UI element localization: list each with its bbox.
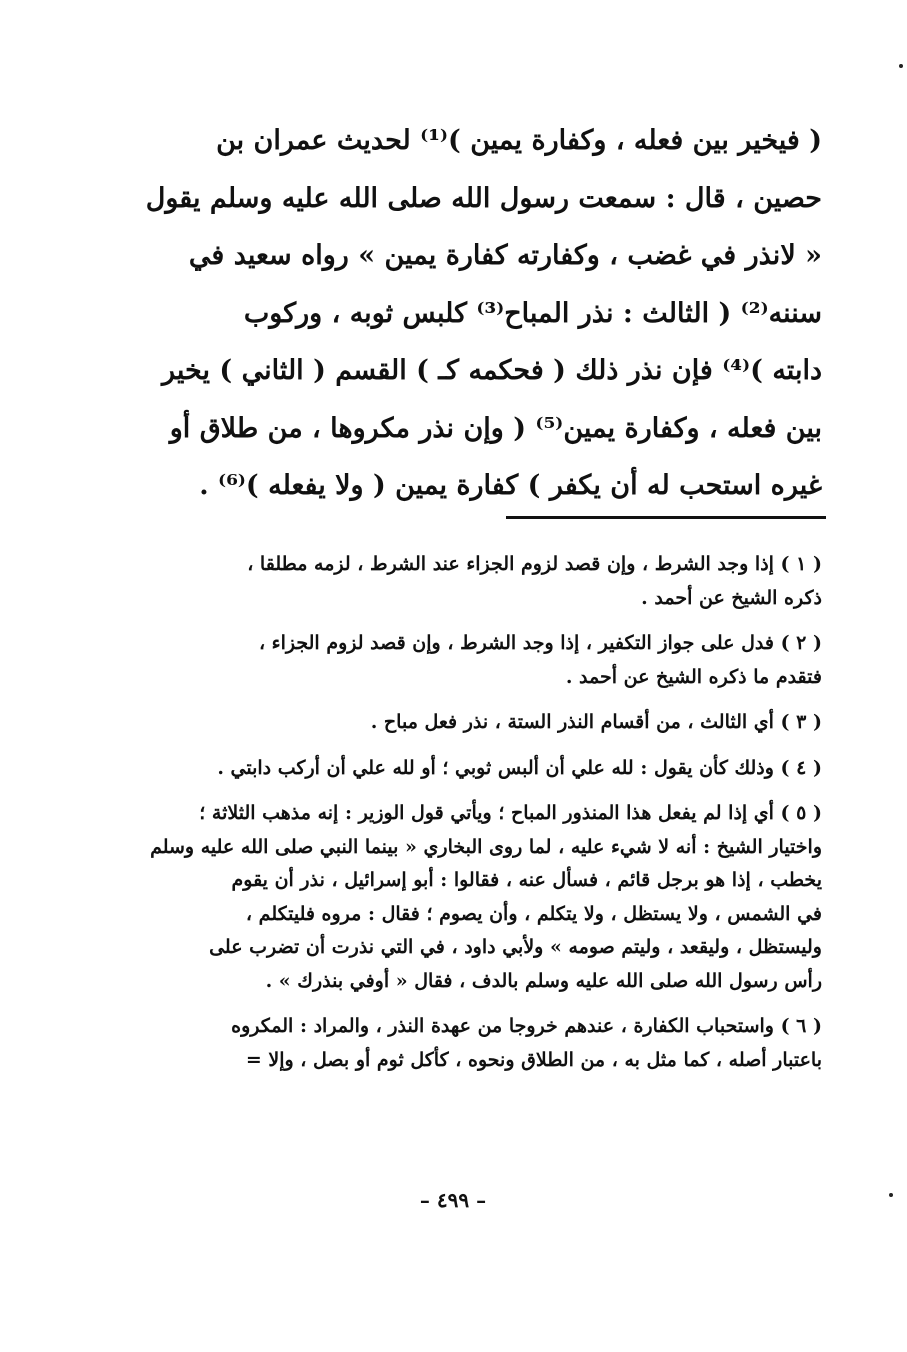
footnote-line: رأس رسول الله صلى الله عليه وسلم بالدف ، فقال « أوفي بنذرك » . [265, 969, 822, 992]
footnote-line: ( ٤ ) وذلك كأن يقول : لله علي أن ألبس ثوبي ؛ أو لله علي أن أركب دابتي . [217, 756, 822, 779]
page-number: – ٤٩٩ – [419, 1188, 487, 1212]
scan-speck [899, 64, 903, 68]
main-text-line: « لانذر في غضب ، وكفارته كفارة يمين » رواه سعيد في [188, 240, 822, 271]
footnote-separator [506, 516, 826, 519]
footnote-3 [90, 706, 822, 740]
main-text-line: غيره استحب له أن يكفر ) كفارة يمين ( ولا يفعله )⁽⁶⁾ . [199, 470, 822, 501]
footnote-6 [90, 1010, 822, 1077]
footnote-4 [90, 752, 822, 786]
footnote-line: واختيار الشيخ : أنه لا شيء عليه ، لما روى البخاري « بينما النبي صلى الله عليه وسلم [150, 835, 822, 858]
footnote-1 [90, 548, 822, 615]
footnote-5 [90, 797, 822, 998]
footnote-line: ( ٣ ) أي الثالث ، من أقسام النذر الستة ، نذر فعل مباح . [370, 711, 822, 733]
main-text-line: ( فيخير بين فعله ، وكفارة يمين )⁽¹⁾ لحديث عمران بن [216, 125, 822, 156]
footnote-2 [90, 627, 822, 694]
footnote-line: ( ١ ) إذا وجد الشرط ، وإن قصد لزوم الجزاء عند الشرط ، لزمه مطلقا ، [247, 553, 822, 575]
footnote-line: يخطب ، إذا هو برجل قائم ، فسأل عنه ، فقالوا : أبو إسرائيل ، نذر أن يقوم [231, 869, 822, 891]
footnote-line: ذكره الشيخ عن أحمد . [641, 586, 822, 609]
main-text-line: سننه⁽²⁾ ( الثالث : نذر المباح⁽³⁾ كلبس ثوبه ، وركوب [243, 297, 822, 329]
footnote-line: فتقدم ما ذكره الشيخ عن أحمد . [565, 665, 822, 688]
main-text-line: حصين ، قال : سمعت رسول الله صلى الله عليه وسلم يقول [145, 182, 822, 214]
main-text [88, 112, 822, 515]
footnote-line: باعتبار أصله ، كما مثل به ، من الطلاق ونحوه ، كأكل ثوم أو بصل ، وإلا = [245, 1048, 822, 1071]
main-text-line: بين فعله ، وكفارة يمين⁽⁵⁾ ( وإن نذر مكروها ، من طلاق أو [169, 412, 822, 444]
scan-speck [889, 1193, 893, 1197]
footnote-line: ( ٥ ) أي إذا لم يفعل هذا المنذور المباح ؛ ويأتي قول الوزير : إنه مذهب الثلاثة ؛ [199, 802, 822, 824]
main-text-line: دابته )⁽⁴⁾ فإن نذر ذلك ( فحكمه كـ ) القسم ( الثاني ) يخير [162, 355, 822, 386]
footnote-line: وليستظل ، وليقعد ، وليتم صومه » ولأبي داود ، في التي نذرت أن تضرب على [209, 936, 822, 958]
footnote-line: في الشمس ، ولا يستظل ، ولا يتكلم ، وأن يصوم ؛ فقال : مروه فليتكلم ، [245, 902, 822, 925]
footnotes [90, 548, 822, 1089]
footnote-line: ( ٢ ) فدل على جواز التكفير ، إذا وجد الشرط ، وإن قصد لزوم الجزاء ، [258, 632, 822, 654]
footnote-line: ( ٦ ) واستحباب الكفارة ، عندهم خروجا من عهدة النذر ، والمراد : المكروه [231, 1015, 822, 1037]
